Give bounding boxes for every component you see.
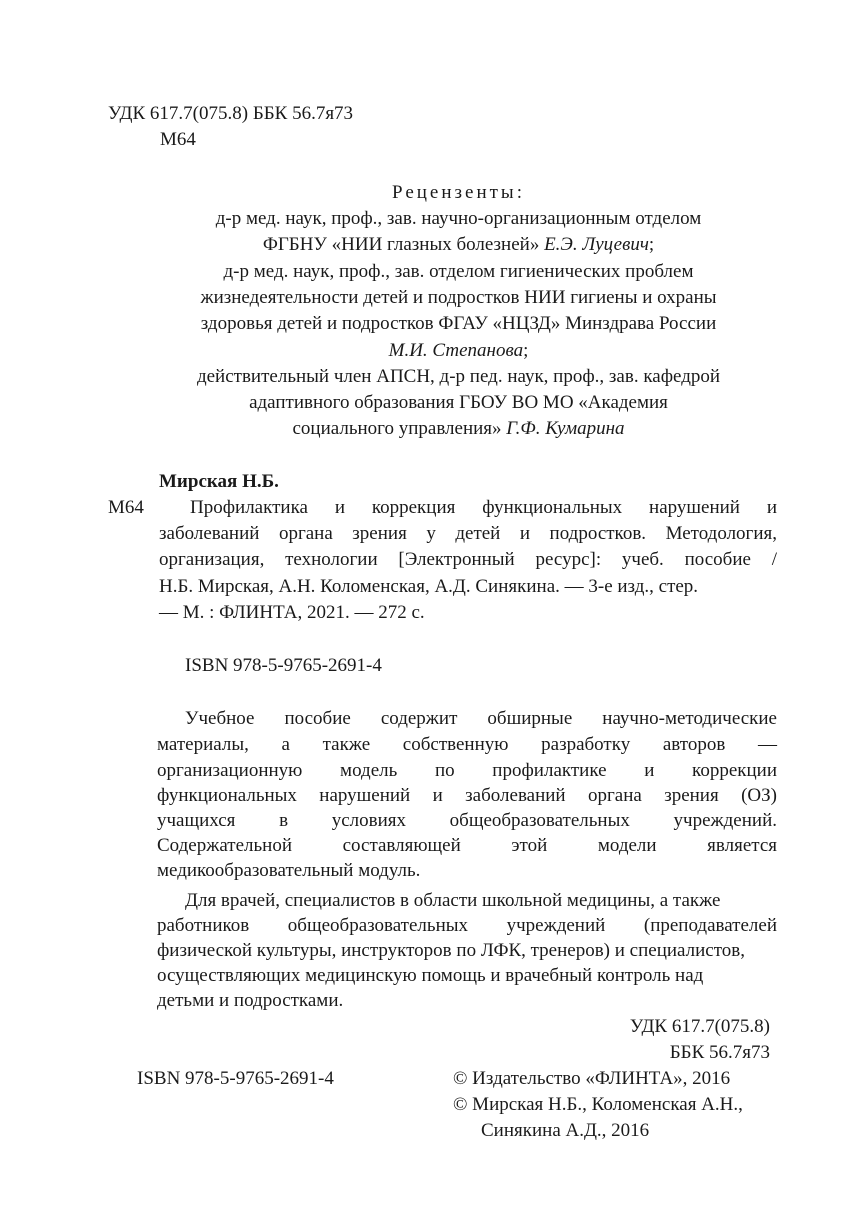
isbn-main: ISBN 978-5-9765-2691-4 — [185, 655, 382, 676]
author-heading: Мирская Н.Б. — [159, 471, 279, 492]
abstract-p1-line-1: Учебное пособие содержит обширные научно-методические — [185, 708, 777, 729]
reviewer-2-line-2: жизнедеятельности детей и подростков НИИ гигиены и охраны — [200, 287, 717, 308]
reviewer-3-line-1: действительный член АПСН, д-р пед. наук, проф., зав. кафедрой — [196, 366, 721, 387]
abstract-p1-line-2: материалы, а также собственную разработку авторов — — [157, 734, 777, 755]
author-mark: М64 — [160, 129, 196, 150]
bibliography-mark: М64 — [108, 497, 144, 518]
abstract-p2-line-4: осуществляющих медицинскую помощь и врачебный контроль над — [157, 965, 704, 986]
reviewer-1-name: Е.Э. Луцевич — [544, 234, 649, 255]
bibliography-line-1: Профилактика и коррекция функциональных нарушений и — [190, 497, 777, 518]
footer-isbn: ISBN 978-5-9765-2691-4 — [137, 1068, 334, 1089]
bibliography-line-3: организация, технологии [Электронный ресурс]: учеб. пособие / — [159, 549, 777, 570]
abstract-p1-line-5: учащихся в условиях общеобразовательных учреждений. — [157, 810, 777, 831]
abstract-p1-line-3: организационную модель по профилактике и коррекции — [157, 760, 777, 781]
reviewer-3-org: социального управления» — [292, 418, 507, 439]
bibliography-line-4: Н.Б. Мирская, А.Н. Коломенская, А.Д. Синякина. — 3-е изд., стер. — [159, 576, 699, 597]
abstract-p2-line-1: Для врачей, специалистов в области школьной медицины, а также — [185, 890, 721, 911]
bibliography-line-5: — М. : ФЛИНТА, 2021. — 272 с. — [159, 602, 425, 623]
abstract-p1-line-6: Содержательной составляющей этой модели является — [157, 835, 777, 856]
reviewer-2-line-1: д-р мед. наук, проф., зав. отделом гигиенических проблем — [223, 261, 694, 282]
abstract-p2-line-3: физической культуры, инструкторов по ЛФК, тренеров) и специалистов, — [157, 940, 746, 961]
reviewer-1-line-1: д-р мед. наук, проф., зав. научно-организационным отделом — [215, 208, 702, 229]
copyright-authors: © Мирская Н.Б., Коломенская А.Н., — [453, 1094, 743, 1115]
reviewer-1-org: ФГБНУ «НИИ глазных болезней» — [262, 234, 545, 255]
abstract-p2-line-5: детьми и подростками. — [157, 990, 344, 1011]
footer-bbk: ББК 56.7я73 — [669, 1042, 770, 1063]
reviewers-title: Рецензенты: — [392, 182, 525, 203]
reviewer-3-line-2: адаптивного образования ГБОУ ВО МО «Академия — [249, 392, 668, 413]
udk-bbk-line: УДК 617.7(075.8) ББК 56.7я73 — [108, 103, 354, 124]
reviewer-3-line-3 — [140, 416, 777, 442]
copyright-publisher: © Издательство «ФЛИНТА», 2016 — [453, 1068, 731, 1089]
reviewer-2-name: М.И. Степанова — [388, 340, 524, 361]
reviewer-2-end: ; — [523, 340, 529, 361]
abstract-p1-line-4: функциональных нарушений и заболеваний органа зрения (ОЗ) — [157, 785, 777, 806]
reviewer-2-name-line — [140, 338, 777, 364]
copyright-authors-cont: Синякина А.Д., 2016 — [481, 1120, 650, 1141]
reviewer-1-line-2 — [140, 232, 777, 258]
bibliography-line-2: заболеваний органа зрения у детей и подростков. Методология, — [159, 523, 777, 544]
reviewer-3-name: Г.Ф. Кумарина — [506, 418, 625, 439]
reviewer-1-end: ; — [648, 234, 655, 255]
abstract-p2-line-2: работников общеобразовательных учреждений (преподавателей — [157, 915, 777, 936]
reviewer-2-line-3: здоровья детей и подростков ФГАУ «НЦЗД» Минздрава России — [200, 313, 717, 334]
abstract-p1-line-7: медикообразовательный модуль. — [157, 860, 421, 881]
footer-udk: УДК 617.7(075.8) — [629, 1016, 770, 1037]
